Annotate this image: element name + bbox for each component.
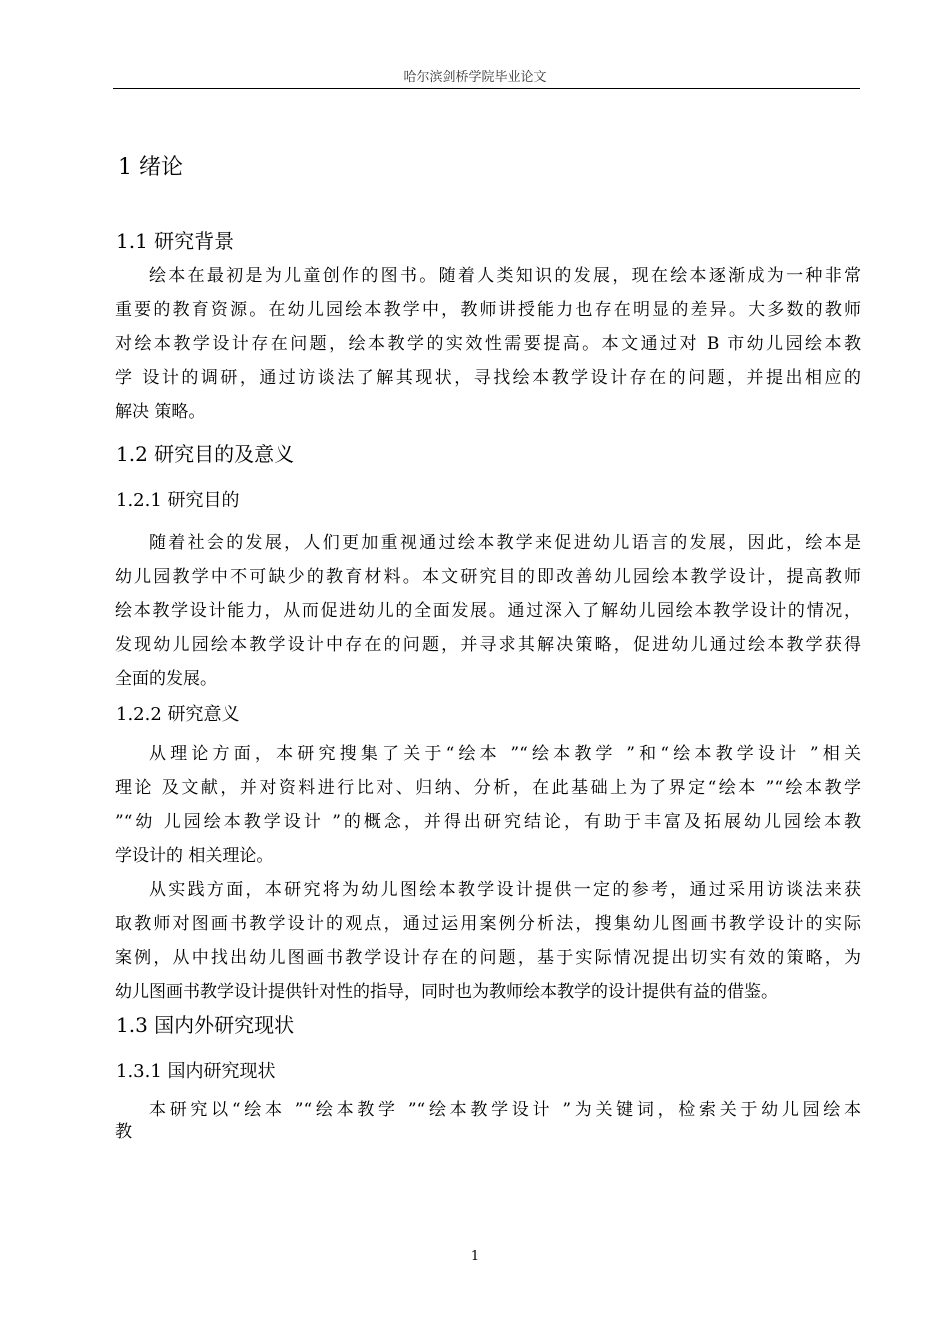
header-divider bbox=[113, 88, 860, 89]
section-heading-1-3-1: 1.3.1 国内研究现状 bbox=[116, 1061, 276, 1082]
section-heading-1-2: 1.2 研究目的及意义 bbox=[116, 442, 295, 466]
text-line: 绘本教学设计能力，从而促进幼儿的全面发展。通过深入了解幼儿园绘本教学设计的情况， bbox=[115, 601, 861, 621]
text-line: 教 bbox=[115, 1122, 132, 1142]
paragraph bbox=[115, 259, 861, 429]
paragraph bbox=[115, 526, 861, 696]
text-line: 学设计的 相关理论。 bbox=[115, 846, 274, 866]
section-heading-1-2-2: 1.2.2 研究意义 bbox=[116, 704, 240, 725]
text-line: 解决 策略。 bbox=[115, 402, 206, 422]
text-line: 随着社会的发展，人们更加重视通过绘本教学来促进幼儿语言的发展，因此，绘本是 bbox=[149, 533, 861, 553]
text-line: 幼儿图画书教学设计提供针对性的指导，同时也为教师绘本教学的设计提供有益的借鉴。 bbox=[115, 982, 778, 1002]
chapter-title: 1 绪论 bbox=[118, 155, 183, 180]
text-line: 绘本在最初是为儿童创作的图书。随着人类知识的发展，现在绘本逐渐成为一种非常 bbox=[149, 266, 861, 286]
text-line: 理论 及文献，并对资料进行比对、归纳、分析，在此基础上为了界定“绘本 ”“绘本教学 bbox=[115, 778, 861, 798]
text-line: 本研究以“绘本 ”“绘本教学 ”“绘本教学设计 ”为关键词，检索关于幼儿园绘本 bbox=[149, 1100, 861, 1120]
text-line: 重要的教育资源。在幼儿园绘本教学中，教师讲授能力也存在明显的差异。大多数的教师 bbox=[115, 300, 861, 320]
text-line: ”“幼 儿园绘本教学设计 ”的概念，并得出研究结论，有助于丰富及拓展幼儿园绘本教 bbox=[115, 812, 861, 832]
page-header: 哈尔滨剑桥学院毕业论文 bbox=[403, 70, 547, 85]
text-line: 案例，从中找出幼儿图画书教学设计存在的问题，基于实际情况提出切实有效的策略，为 bbox=[115, 948, 861, 968]
section-heading-1-3: 1.3 国内外研究现状 bbox=[116, 1013, 295, 1037]
text-line: 从实践方面，本研究将为幼儿图绘本教学设计提供一定的参考，通过采用访谈法来获 bbox=[149, 880, 861, 900]
text-line: 对绘本教学设计存在问题，绘本教学的实效性需要提高。本文通过对 B 市幼儿园绘本教 bbox=[115, 334, 861, 354]
paragraph bbox=[115, 737, 861, 873]
section-heading-1-2-1: 1.2.1 研究目的 bbox=[116, 490, 240, 511]
text-line: 幼儿园教学中不可缺少的教育材料。本文研究目的即改善幼儿园绘本教学设计，提高教师 bbox=[115, 567, 861, 587]
text-line: 从理论方面，本研究搜集了关于“绘本 ”“绘本教学 ”和“绘本教学设计 ”相关 bbox=[149, 744, 861, 764]
text-line: 全面的发展。 bbox=[115, 669, 217, 689]
text-line: 取教师对图画书教学设计的观点，通过运用案例分析法，搜集幼儿图画书教学设计的实际 bbox=[115, 914, 861, 934]
section-heading-1-1: 1.1 研究背景 bbox=[116, 229, 235, 253]
page-number: 1 bbox=[470, 1249, 480, 1264]
text-line: 发现幼儿园绘本教学设计中存在的问题，并寻求其解决策略，促进幼儿通过绘本教学获得 bbox=[115, 635, 861, 655]
paragraph bbox=[115, 873, 861, 1009]
paragraph bbox=[115, 1099, 861, 1143]
text-line: 学 设计的调研，通过访谈法了解其现状，寻找绘本教学设计存在的问题，并提出相应的 bbox=[115, 368, 861, 388]
